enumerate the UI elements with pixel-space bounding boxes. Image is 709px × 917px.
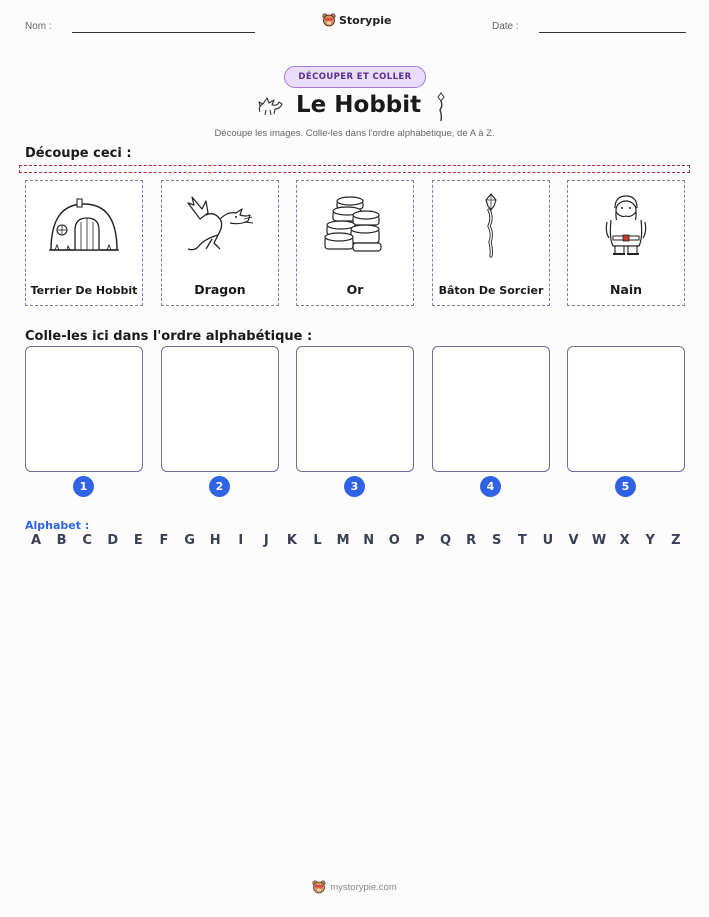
card-label: Or	[346, 282, 364, 297]
wizard-staff-icon	[434, 92, 448, 122]
alphabet-letter: P	[415, 533, 425, 548]
alphabet-letter: S	[492, 533, 502, 548]
wizard-staff-icon	[481, 192, 501, 258]
dragon-icon	[254, 94, 284, 118]
alphabet-letter: O	[388, 533, 400, 548]
alphabet-letter: X	[619, 533, 630, 548]
footer-url: mystorypie.com	[330, 881, 397, 893]
alphabet-letter: M	[336, 533, 350, 548]
cut-heading: Découpe ceci :	[25, 146, 132, 161]
gold-coins-icon	[323, 195, 387, 255]
alphabet-letter: N	[363, 533, 375, 548]
paste-slot-5[interactable]	[567, 346, 685, 472]
paste-slot-3[interactable]	[296, 346, 414, 472]
card-label: Terrier De Hobbit	[30, 284, 138, 297]
alphabet-letter: E	[133, 533, 143, 548]
alphabet-letter: V	[568, 533, 579, 548]
alphabet-letter: J	[263, 533, 269, 548]
name-line	[72, 32, 255, 33]
alphabet-letter: Q	[439, 533, 452, 548]
storypie-bear-icon	[322, 13, 336, 27]
alphabet-letter: B	[56, 533, 67, 548]
card-dragon[interactable]	[161, 180, 279, 306]
alphabet-letter: G	[184, 533, 195, 548]
alphabet-letter: A	[30, 533, 42, 548]
card-label: Dragon	[194, 282, 246, 297]
slot-number: 3	[344, 476, 365, 497]
footer	[0, 880, 709, 894]
name-label: Nom :	[25, 21, 52, 32]
paste-heading: Colle-les ici dans l'ordre alphabétique :	[25, 329, 313, 344]
activity-badge: DÉCOUPER ET COLLER	[284, 66, 426, 88]
dragon-icon	[184, 195, 256, 255]
slot-number: 1	[73, 476, 94, 497]
alphabet-letter: C	[82, 533, 92, 548]
card-label: Nain	[609, 282, 643, 297]
paste-slot-4[interactable]	[432, 346, 550, 472]
card-hobbit-hole[interactable]	[25, 180, 143, 306]
alphabet-letter: I	[238, 533, 244, 548]
card-wizard-staff[interactable]	[432, 180, 550, 306]
cut-line	[19, 165, 690, 173]
alphabet-letter: D	[107, 533, 119, 548]
paste-slot-1[interactable]	[25, 346, 143, 472]
card-dwarf[interactable]	[567, 180, 685, 306]
alphabet-row	[26, 533, 686, 548]
alphabet-letter: K	[286, 533, 297, 548]
alphabet-letter: U	[542, 533, 554, 548]
alphabet-letter: L	[313, 533, 322, 548]
storypie-bear-icon	[312, 880, 326, 894]
date-line	[539, 32, 686, 33]
alphabet-letter: W	[591, 533, 607, 548]
brand	[322, 13, 391, 27]
card-label: Bâton De Sorcier	[438, 284, 544, 297]
slot-number: 5	[615, 476, 636, 497]
instructions: Découpe les images. Colle-les dans l'ordre alphabétique, de A à Z.	[214, 128, 495, 139]
dwarf-icon	[601, 192, 651, 258]
card-gold[interactable]	[296, 180, 414, 306]
hobbit-hole-icon	[47, 196, 121, 254]
alphabet-letter: F	[159, 533, 169, 548]
paste-slot-2[interactable]	[161, 346, 279, 472]
alphabet-letter: H	[209, 533, 221, 548]
brand-name: Storypie	[339, 13, 392, 27]
date-label: Date :	[492, 21, 519, 32]
alphabet-letter: R	[466, 533, 477, 548]
alphabet-label: Alphabet :	[25, 519, 90, 532]
slot-number: 2	[209, 476, 230, 497]
alphabet-letter: T	[517, 533, 527, 548]
alphabet-letter: Z	[671, 533, 681, 548]
page-title: Le Hobbit	[296, 92, 422, 118]
slot-number: 4	[480, 476, 501, 497]
alphabet-letter: Y	[645, 533, 655, 548]
